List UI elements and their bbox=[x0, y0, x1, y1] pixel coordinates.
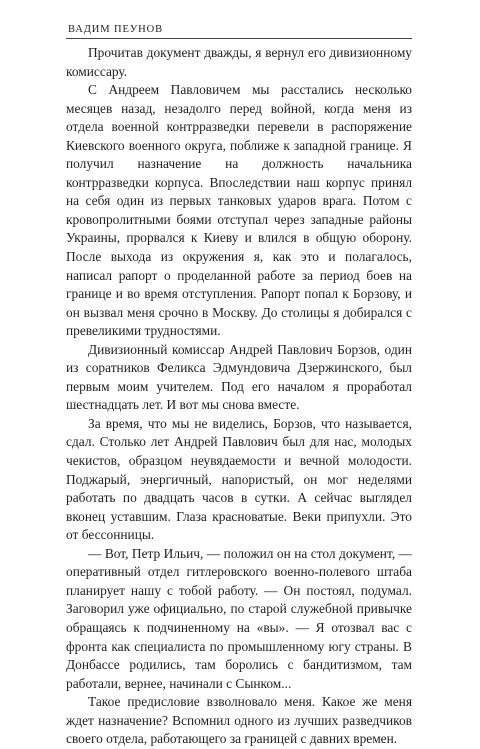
header-rule bbox=[66, 38, 412, 39]
running-title: ВАДИМ ПЕУНОВ bbox=[68, 24, 164, 35]
body-text bbox=[66, 44, 412, 749]
paragraph: Такое предисловие взволновало меня. Какое же меня ждет назначение? Вспомнил одного из лучших разведчиков своего отдела, работающего за границей с давних времен. bbox=[66, 694, 412, 747]
paragraph: За время, что мы не виделись, Борзов, что называется, сдал. Столько лет Андрей Павлович был для нас, молодых чекистов, образцом неувядаемости и вечной молодости. Поджарый, энергичный, напористый, он мог неделями работать по двадцать часов в сутки. А сейчас выглядел вконец уставшим. Глаза красноватые. Веки припухли. Это от бессонницы. bbox=[66, 415, 412, 543]
paragraph: — Вот, Петр Ильич, — положил он на стол документ, — оперативный отдел гитлеровского военно-полевого штаба планирует нашу с тобой работу. — Он постоял, подумал. Заговорил уже официально, по старой служебной привычке обращаясь к подчиненному на «вы». — Я отозвал вас с фронта как специалиста по промышленному югу страны. В Донбассе родились, там боролись с бандитизмом, там работали, вернее, начинали с Сынком... bbox=[66, 545, 412, 691]
paragraph: Дивизионный комиссар Андрей Павлович Борзов, один из соратников Феликса Эдмундовича Дзержинского, был первым моим учителем. Под его началом я проработал шестнадцать лет. И вот мы снова вместе. bbox=[66, 341, 412, 413]
paragraph: С Андреем Павловичем мы расстались несколько месяцев назад, незадолго перед войной, когда меня из отдела военной контрразведки перевели в распоряжение Киевского военного округа, поближе к западной границе. Я получил назначение на должность начальника контрразведки корпуса. Впоследствии наш корпус принял на себя один из первых танковых ударов врага. Потом с кровопролитными боями отступал через западные районы Украины, прорвался к Киеву и влился в общую оборону. После выхода из окружения я, как это и полагалось, написал рапорт о проделанной работе за период боев на границе и во время отступления. Рапорт попал к Борзову, и он вызвал меня срочно в Москву. До столицы я добирался с превеликими трудностями. bbox=[66, 82, 412, 339]
paragraph: Прочитав документ дважды, я вернул его дивизионному комиссару. bbox=[66, 45, 412, 79]
